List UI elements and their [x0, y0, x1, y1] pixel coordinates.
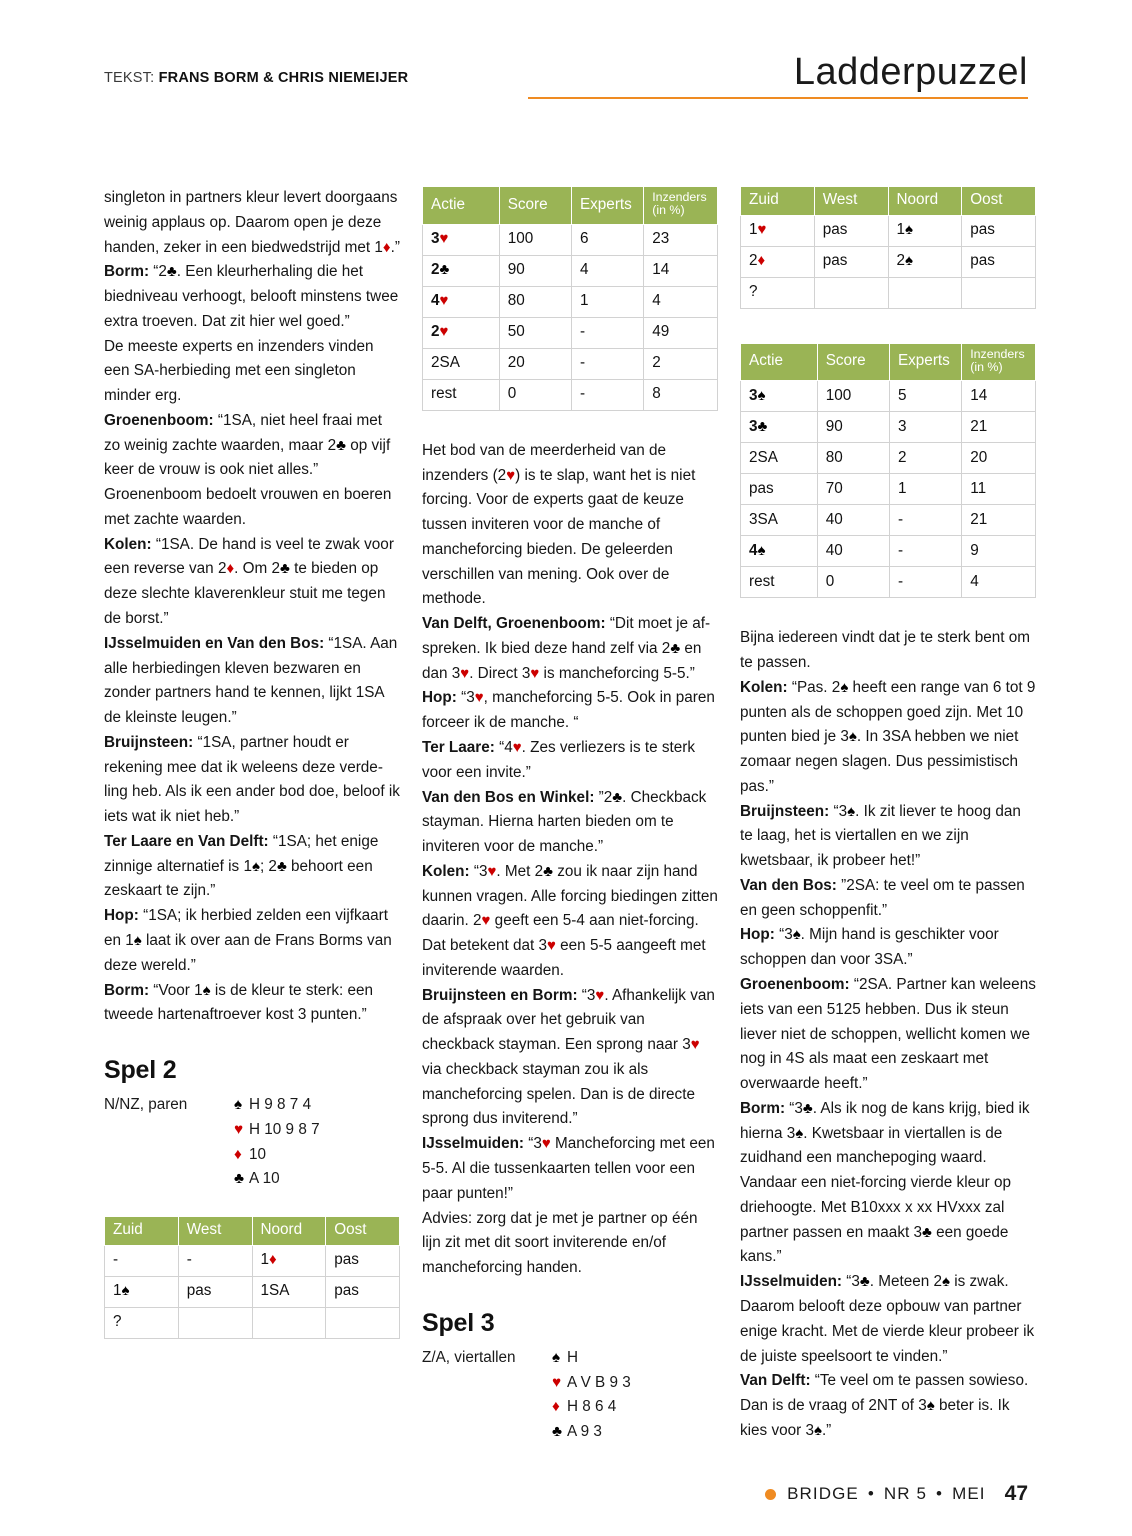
- bid-cell: pas: [326, 1245, 400, 1276]
- diamond-suit-icon: ♦: [757, 252, 766, 270]
- inzenders-cell: 8: [644, 379, 718, 410]
- column-header-experts: Experts: [889, 343, 961, 381]
- column-header-zuid: Zuid: [741, 187, 815, 216]
- spel-3-block: [422, 1309, 718, 1445]
- bid-cell: pas: [814, 215, 888, 246]
- paragraph: Bruijnsteen: “1SA, partner houdt er rekening mee dat ik weleens deze verdeling heb. Als ik een ander bod doe, beloof ik iets wat ik niet heb.”: [104, 733, 400, 826]
- table-row: [741, 536, 1036, 567]
- byline-authors: FRANS BORM & CHRIS NIEMEIJER: [158, 70, 409, 86]
- actie-cell: 4♠: [741, 536, 818, 567]
- paragraph: IJsselmuiden: “3♣. Meteen 2♠ is zwak. Daarom belooft deze opbouw van partner enige kracht. Met de vierde kleur probeer ik de juiste speelsoort te vinden.”: [740, 1273, 1035, 1365]
- table-header-row: [741, 187, 1036, 216]
- page-header: [0, 51, 1132, 110]
- club-suit-icon: ♣: [552, 1423, 563, 1441]
- spade-suit-icon: ♠: [757, 541, 766, 559]
- bid-cell: [888, 277, 962, 308]
- paragraph: Bruijnsteen: “3♠. Ik zit liever te hoog dan te laag, het is viertallen en we zijn kwetsbaar, ik probeer het!”: [740, 802, 1021, 870]
- column-header-west: West: [814, 187, 888, 216]
- score-cell: 40: [817, 536, 889, 567]
- inzenders-cell: 2: [644, 348, 718, 379]
- column-header-score: Score: [817, 343, 889, 381]
- diamond-suit-icon: ♦: [552, 1398, 560, 1416]
- spel-3-deal: [422, 1346, 718, 1445]
- score-cell: 100: [499, 224, 571, 255]
- bid-cell: [178, 1307, 252, 1338]
- hand-cards-clubs: A 10: [249, 1170, 280, 1188]
- experts-cell: 5: [889, 381, 961, 412]
- paragraph: Kolen: “1SA. De hand is veel te zwak voor een reverse van 2♦. Om 2♣ te bieden op deze slechte klaverenkleur stuit me tegen de borst.”: [104, 535, 394, 628]
- club-suit-icon: ♣: [280, 560, 290, 578]
- heart-suit-icon: ♥: [439, 292, 449, 310]
- spel-3-hand: [552, 1346, 718, 1445]
- table-row: [741, 412, 1036, 443]
- hand-cards-clubs: A 9 3: [567, 1423, 602, 1441]
- paragraph: Advies: zorg dat je met je partner op één lijn zit met dit soort inviterende en/of mancheforcing handen.: [422, 1209, 698, 1277]
- right-column-body: [740, 626, 1036, 1443]
- spel-2-hand: [234, 1093, 400, 1192]
- bid-cell: 2♦: [741, 246, 815, 277]
- spade-suit-icon: ♠: [202, 981, 211, 999]
- spade-suit-icon: ♠: [552, 1348, 561, 1366]
- heart-suit-icon: ♥: [439, 230, 449, 248]
- column-header-inzenders-unit: (in %): [652, 203, 685, 218]
- inzenders-cell: 4: [962, 567, 1036, 598]
- spade-suit-icon: ♠: [121, 1282, 130, 1300]
- actie-cell: 3♥: [423, 224, 500, 255]
- column-header-inzenders: [644, 187, 718, 225]
- table-row: [741, 567, 1036, 598]
- table-row: [105, 1245, 400, 1276]
- table-row: [423, 224, 718, 255]
- diamond-suit-icon: ♦: [226, 560, 235, 578]
- bid-cell: -: [178, 1245, 252, 1276]
- column-header-inzenders-label: Inzenders: [970, 346, 1025, 361]
- footer-issue: NR 5: [883, 1484, 928, 1503]
- club-suit-icon: ♣: [859, 1273, 870, 1291]
- heart-suit-icon: ♥: [481, 912, 491, 930]
- column-header-zuid: Zuid: [105, 1217, 179, 1246]
- column-header-noord: Noord: [252, 1217, 326, 1246]
- score-cell: 0: [499, 379, 571, 410]
- paragraph: Bruijnsteen en Borm: “3♥. Afhankelijk van de afspraak over het gebruik van checkback stayman. Een sprong naar 3♥ via checkback stayman zou ik als mancheforcing spelen. Dan is de directe sprong dus inviterend.”: [422, 986, 715, 1128]
- table-header-row: [741, 343, 1036, 381]
- paragraph: Borm: “Voor 1♠ is de kleur te sterk: een tweede hartenaftroever kost 3 punten.”: [104, 981, 373, 1024]
- table-row: [105, 1307, 400, 1338]
- page-title: Ladderpuzzel: [793, 51, 1028, 93]
- paragraph: singleton in partners kleur levert doorgaans weinig applaus op. Daarom open je deze handen, zeker in een biedwedstrijd met 1♦.”: [104, 189, 400, 256]
- spade-suit-icon: ♠: [133, 931, 142, 949]
- hand-cards-diamonds: H 8 6 4: [567, 1398, 617, 1416]
- heart-suit-icon: ♥: [487, 862, 497, 880]
- paragraph: Groenenboom: “2SA. Partner kan weleens iets van een 5125 hebben. Dus ik steun liever niet de schoppen, wellicht komen we nog in 4S als maat een zeskaart met overwaarde heeft.”: [740, 976, 1036, 1093]
- score-cell: 80: [499, 286, 571, 317]
- diamond-suit-icon: ♦: [269, 1251, 277, 1269]
- table-row: [423, 255, 718, 286]
- orange-dot-icon: [765, 1489, 776, 1500]
- paragraph: De meeste experts en inzenders vinden een SA-herbieding met een singleton minder erg.: [104, 337, 374, 405]
- page-number: 47: [1004, 1482, 1028, 1505]
- column-header-west: West: [178, 1217, 252, 1246]
- table-row: [423, 348, 718, 379]
- hand-line-clubs: [552, 1420, 718, 1445]
- table-row: [423, 317, 718, 348]
- column-header-oost: Oost: [962, 187, 1036, 216]
- paragraph: Bijna iedereen vindt dat je te sterk bent om te passen.: [740, 629, 1030, 672]
- experts-cell: -: [571, 348, 643, 379]
- heart-suit-icon: ♥: [530, 664, 540, 682]
- paragraph: Kolen: “3♥. Met 2♣ zou ik naar zijn hand kunnen vragen. Alle forcing biedingen zitten daarin. 2♥ geeft een 5-4 aan niet-forcing. Dat betekent dat 3♥ een 5-5 aangeeft met inviterende waarden.: [422, 862, 718, 979]
- table-row: [741, 246, 1036, 277]
- right-bidding-table: [740, 186, 1036, 309]
- bid-cell: 1♥: [741, 215, 815, 246]
- spel-2-meta: N/NZ, paren: [104, 1096, 188, 1114]
- club-suit-icon: ♣: [336, 436, 346, 454]
- hand-cards-spades: H: [567, 1348, 579, 1366]
- paragraph: Ter Laare: “4♥. Zes verliezers is te sterk voor een invite.”: [422, 738, 696, 781]
- middle-column: [422, 186, 718, 1445]
- table-row: [741, 277, 1036, 308]
- column-header-inzenders-label: Inzenders: [652, 190, 707, 204]
- score-cell: 90: [817, 412, 889, 443]
- actie-cell: 2♣: [423, 255, 500, 286]
- spade-suit-icon: ♠: [757, 386, 766, 404]
- club-suit-icon: ♣: [234, 1170, 245, 1188]
- byline: [104, 70, 408, 86]
- club-suit-icon: ♣: [166, 263, 177, 281]
- spade-suit-icon: ♠: [847, 802, 856, 820]
- bid-cell: 1♠: [888, 215, 962, 246]
- column-header-oost: Oost: [326, 1217, 400, 1246]
- bid-cell: pas: [326, 1276, 400, 1307]
- spel-2-block: [104, 1056, 400, 1192]
- score-cell: 100: [817, 381, 889, 412]
- spade-suit-icon: ♠: [926, 1397, 935, 1415]
- bid-cell: pas: [962, 246, 1036, 277]
- right-column: [740, 186, 1036, 1444]
- heart-suit-icon: ♥: [474, 689, 484, 707]
- actie-cell: 3SA: [741, 505, 818, 536]
- hand-line-hearts: [234, 1118, 400, 1143]
- heart-suit-icon: ♥: [552, 1373, 562, 1391]
- heart-suit-icon: ♥: [595, 986, 605, 1004]
- actie-cell: 3♠: [741, 381, 818, 412]
- table-row: [741, 443, 1036, 474]
- club-suit-icon: ♣: [276, 857, 287, 875]
- spade-suit-icon: ♠: [905, 221, 913, 239]
- paragraph: Van den Bos en Winkel: ”2♣. Checkback stayman. Hierna harten bieden om te inviteren voor de manche.”: [422, 788, 707, 856]
- hand-line-spades: [552, 1346, 718, 1371]
- inzenders-cell: 23: [644, 224, 718, 255]
- inzenders-cell: 21: [962, 505, 1036, 536]
- page-footer: [765, 1482, 1028, 1506]
- heart-suit-icon: ♥: [506, 466, 516, 484]
- actie-cell: 2SA: [423, 348, 500, 379]
- spade-suit-icon: ♠: [795, 1124, 804, 1142]
- table-row: [423, 379, 718, 410]
- hand-cards-hearts: A V B 9 3: [567, 1373, 631, 1391]
- club-suit-icon: ♣: [921, 1223, 932, 1241]
- table-row: [105, 1276, 400, 1307]
- experts-cell: -: [571, 379, 643, 410]
- experts-cell: -: [571, 317, 643, 348]
- column-header-experts: Experts: [571, 187, 643, 225]
- byline-kicker: TEKST:: [104, 70, 155, 86]
- left-column-body: [104, 186, 400, 1028]
- hand-cards-spades: H 9 8 7 4: [249, 1096, 312, 1114]
- footer-separator: •: [936, 1484, 944, 1503]
- paragraph: Van den Bos: ”2SA: te veel om te passen en geen schoppenfit.”: [740, 876, 1025, 919]
- paragraph: IJsselmuiden: “3♥ Mancheforcing met een 5-5. Al die tussenkaarten tellen voor een paar punten!”: [422, 1135, 715, 1202]
- spade-suit-icon: ♠: [848, 728, 857, 746]
- paragraph: Kolen: “Pas. 2♠ heeft een range van 6 tot 9 punten als de schoppen goed zijn. Met 10 punten bied je 3♠. In 3SA hebben we niet zomaar negen slagen. Dus pessimistisch pas.”: [740, 678, 1036, 795]
- column-header-inzenders: [962, 343, 1036, 381]
- actie-cell: 3♣: [741, 412, 818, 443]
- actie-cell: rest: [423, 379, 500, 410]
- heart-suit-icon: ♥: [757, 221, 767, 239]
- bid-cell: pas: [178, 1276, 252, 1307]
- experts-cell: 6: [571, 224, 643, 255]
- experts-cell: 2: [889, 443, 961, 474]
- hand-line-hearts: [552, 1371, 718, 1396]
- actie-cell: rest: [741, 567, 818, 598]
- table-header-row: [423, 187, 718, 225]
- left-column: [104, 186, 400, 1339]
- hand-line-clubs: [234, 1167, 400, 1192]
- inzenders-cell: 20: [962, 443, 1036, 474]
- club-suit-icon: ♣: [543, 862, 553, 880]
- hand-line-diamonds: [552, 1395, 718, 1420]
- bid-cell: 1♦: [252, 1245, 326, 1276]
- column-header-noord: Noord: [888, 187, 962, 216]
- inzenders-cell: 49: [644, 317, 718, 348]
- paragraph: Borm: “3♣. Als ik nog de kans krijg, bied ik hierna 3♠. Kwetsbaar in viertallen is de zuidhand een manchepoging waard. Vandaar een niet-forcing vierde kleur op driehoogte. Met B10xxx x xx HVxxx zal partner passen en maakt 3♣ een goede kans.”: [740, 1099, 1030, 1266]
- bid-cell: ?: [741, 277, 815, 308]
- score-cell: 50: [499, 317, 571, 348]
- club-suit-icon: ♣: [612, 788, 623, 806]
- header-rule: [528, 97, 1028, 99]
- bid-cell: [814, 277, 888, 308]
- footer-separator: •: [867, 1484, 875, 1503]
- score-cell: 90: [499, 255, 571, 286]
- actie-cell: 2SA: [741, 443, 818, 474]
- table-row: [741, 381, 1036, 412]
- spade-suit-icon: ♠: [840, 678, 849, 696]
- spade-suit-icon: ♠: [792, 926, 801, 944]
- paragraph: Groenenboom: “1SA, niet heel fraai met zo weinig zachte waarden, maar 2♣ op vijf keer de vrouw is ook niet alles.” Groenenboom bedoelt vrouwen en boeren met zachte waarden.: [104, 411, 392, 528]
- bid-cell: pas: [962, 215, 1036, 246]
- score-cell: 0: [817, 567, 889, 598]
- paragraph: Van Delft: “Te veel om te passen sowieso. Dan is de vraag of 2NT of 3♠ beter is. Ik kies voor 3♠.”: [740, 1372, 1029, 1439]
- table-row: [741, 215, 1036, 246]
- footer-month: MEI: [952, 1484, 986, 1503]
- paragraph: Hop: “3♠. Mijn hand is geschikter voor schoppen dan voor 3SA.”: [740, 926, 999, 969]
- heart-suit-icon: ♥: [460, 664, 470, 682]
- club-suit-icon: ♣: [670, 639, 681, 657]
- experts-cell: 1: [571, 286, 643, 317]
- paragraph: Hop: “1SA; ik herbied zelden een vijfkaart en 1♠ laat ik over aan de Frans Borms van deze wereld.”: [104, 907, 392, 974]
- bid-cell: 2♠: [888, 246, 962, 277]
- hand-line-spades: [234, 1093, 400, 1118]
- spade-suit-icon: ♠: [251, 857, 260, 875]
- club-suit-icon: ♣: [802, 1099, 813, 1117]
- hand-line-diamonds: [234, 1143, 400, 1168]
- left-bidding-table: [104, 1216, 400, 1339]
- inzenders-cell: 14: [962, 381, 1036, 412]
- paragraph: Van Delft, Groenenboom: “Dit moet je afspreken. Ik bied deze hand zelf via 2♣ en dan 3♥. Direct 3♥ is mancheforcing 5-5.”: [422, 615, 711, 682]
- inzenders-cell: 11: [962, 474, 1036, 505]
- spel-2-heading: Spel 2: [104, 1056, 177, 1085]
- experts-cell: -: [889, 505, 961, 536]
- spade-suit-icon: ♠: [234, 1096, 243, 1114]
- heart-suit-icon: ♥: [541, 1135, 551, 1153]
- bid-cell: [252, 1307, 326, 1338]
- column-header-actie: Actie: [423, 187, 500, 225]
- middle-score-table: [422, 186, 718, 411]
- heart-suit-icon: ♥: [234, 1120, 244, 1138]
- bid-cell: ?: [105, 1307, 179, 1338]
- bid-cell: pas: [814, 246, 888, 277]
- experts-cell: -: [889, 567, 961, 598]
- experts-cell: 3: [889, 412, 961, 443]
- actie-cell: pas: [741, 474, 818, 505]
- paragraph: Hop: “3♥, mancheforcing 5-5. Ook in paren forceer ik de manche. “: [422, 689, 715, 732]
- spel-3-meta: Z/A, viertallen: [422, 1348, 516, 1366]
- bid-cell: -: [105, 1245, 179, 1276]
- hand-cards-diamonds: 10: [249, 1145, 267, 1163]
- bid-cell: 1SA: [252, 1276, 326, 1307]
- score-cell: 40: [817, 505, 889, 536]
- paragraph: Ter Laare en Van Delft: “1SA; het enige zinnige alternatief is 1♠; 2♣ behoort een zeskaart te zijn.”: [104, 832, 379, 900]
- inzenders-cell: 14: [644, 255, 718, 286]
- club-suit-icon: ♣: [439, 261, 450, 279]
- bid-cell: [326, 1307, 400, 1338]
- score-cell: 20: [499, 348, 571, 379]
- paragraph: IJsselmuiden en Van den Bos: “1SA. Aan alle herbiedingen kleven bezwaren en zonder partners hand te kennen, lijkt 1SA de kleinste leugen.”: [104, 634, 398, 727]
- heart-suit-icon: ♥: [512, 738, 522, 756]
- heart-suit-icon: ♥: [690, 1036, 700, 1054]
- inzenders-cell: 9: [962, 536, 1036, 567]
- spel-3-heading: Spel 3: [422, 1308, 495, 1337]
- diamond-suit-icon: ♦: [234, 1145, 242, 1163]
- score-cell: 70: [817, 474, 889, 505]
- column-header-score: Score: [499, 187, 571, 225]
- score-cell: 80: [817, 443, 889, 474]
- right-score-table: [740, 343, 1036, 599]
- inzenders-cell: 4: [644, 286, 718, 317]
- spade-suit-icon: ♠: [905, 252, 913, 270]
- spade-suit-icon: ♠: [813, 1421, 822, 1439]
- spel-2-deal: [104, 1093, 400, 1192]
- table-header-row: [105, 1217, 400, 1246]
- heart-suit-icon: ♥: [439, 323, 449, 341]
- bid-cell: [962, 277, 1036, 308]
- paragraph: Borm: “2♣. Een kleurherhaling die het biedniveau verhoogt, belooft minstens twee extra troeven. Dat zit hier wel goed.”: [104, 263, 399, 330]
- table-row: [741, 505, 1036, 536]
- paragraph: Het bod van de meerderheid van de inzenders (2♥) is te slap, want het is niet forcing. Voor de experts gaat de keuze tussen inviteren voor de manche of mancheforcing bieden. De geleerden verschillen van mening. Ook over de methode.: [422, 441, 696, 608]
- club-suit-icon: ♣: [757, 417, 768, 435]
- experts-cell: 1: [889, 474, 961, 505]
- actie-cell: 2♥: [423, 317, 500, 348]
- spade-suit-icon: ♠: [942, 1273, 950, 1291]
- bid-cell: 1♠: [105, 1276, 179, 1307]
- table-row: [741, 474, 1036, 505]
- footer-magazine: BRIDGE: [787, 1484, 859, 1503]
- actie-cell: 4♥: [423, 286, 500, 317]
- column-header-inzenders-unit: (in %): [970, 359, 1003, 374]
- table-row: [423, 286, 718, 317]
- experts-cell: -: [889, 536, 961, 567]
- page-title-block: [528, 52, 1028, 99]
- experts-cell: 4: [571, 255, 643, 286]
- diamond-suit-icon: ♦: [382, 238, 391, 256]
- inzenders-cell: 21: [962, 412, 1036, 443]
- heart-suit-icon: ♥: [547, 937, 556, 955]
- hand-cards-hearts: H 10 9 8 7: [249, 1120, 320, 1138]
- middle-column-body: [422, 439, 718, 1281]
- column-header-actie: Actie: [741, 343, 818, 381]
